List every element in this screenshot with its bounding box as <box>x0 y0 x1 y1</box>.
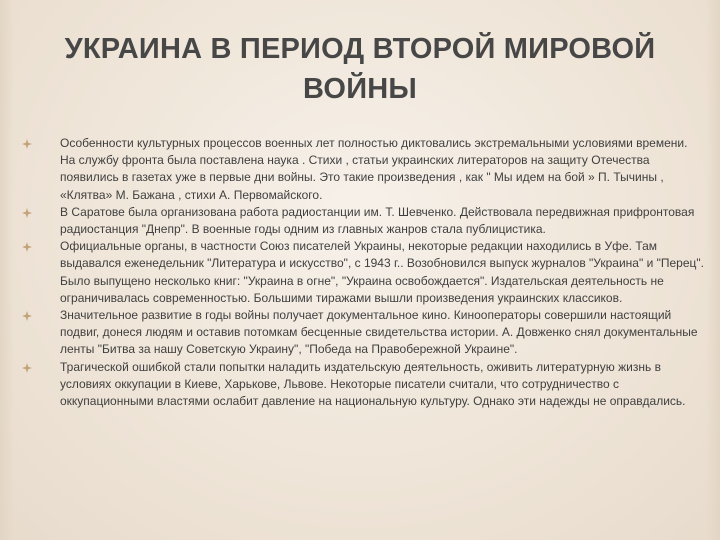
four-point-star-icon <box>22 242 32 252</box>
bullet-item <box>22 238 704 307</box>
slide-title: УКРАИНА В ПЕРИОД ВТОРОЙ МИРОВОЙ ВОЙНЫ <box>64 33 656 106</box>
bullet-item <box>22 359 704 411</box>
bullet-list <box>22 135 704 410</box>
bullet-text: В Саратове была организована работа радиостанции им. Т. Шевченко. Действовала передвижная прифронтовая радиостанция "Днепр". В военные годы одним из главных жанров стала публицистика. <box>60 204 695 237</box>
bullet-item <box>22 204 704 238</box>
bullet-text: Особенности культурных процессов военных лет полностью диктовались экстремальными условиями времени. На службу фронта была поставлена наука . Стихи , статьи украинских литераторов на защиту Отечества появились в газетах уже в первые дни войны. Это такие произведения , как " Мы идем на бой » П. Тычины , «Клятва» М. Бажана , стихи А. Первомайского. <box>60 136 688 202</box>
bullet-text: Трагической ошибкой стали попытки наладить издательскую деятельность, оживить литературную жизнь в условиях оккупации в Киеве, Харькове, Львове. Некоторые писатели считали, что сотрудничество с оккупационными властями ослабит давление на национальную культуру. Однако эти надежды не оправдались. <box>60 359 686 409</box>
bullet-text: Значительное развитие в годы войны получает документальное кино. Кинооператоры совершили настоящий подвиг, донеся людям и оставив потомкам бесценные свидетельства истории. А. Довженко снял документальные ленты "Битва за нашу Советскую Украину", "Победа на Правобережной Украине". <box>60 308 698 357</box>
slide-left-shading <box>0 0 14 540</box>
bullet-item <box>22 135 704 204</box>
bullet-text: Официальные органы, в частности Союз писателей Украины, некоторые редакции находились в Уфе. Там выдавался еженедельник "Литература и искусство", с 1943 г.. Возобновился выпуск журналов "Украина" и "Перец". Было выпущено несколько книг: "Украина в огне", "Украина освобождается". Издательская деятельность не ограничивалась современностью. Большими тиражами вышли произведения украинских классиков. <box>60 239 704 305</box>
four-point-star-icon <box>22 363 32 373</box>
slide-right-shading <box>706 0 720 540</box>
four-point-star-icon <box>22 208 32 218</box>
bullet-item <box>22 307 704 359</box>
four-point-star-icon <box>22 139 32 149</box>
four-point-star-icon <box>22 311 32 321</box>
